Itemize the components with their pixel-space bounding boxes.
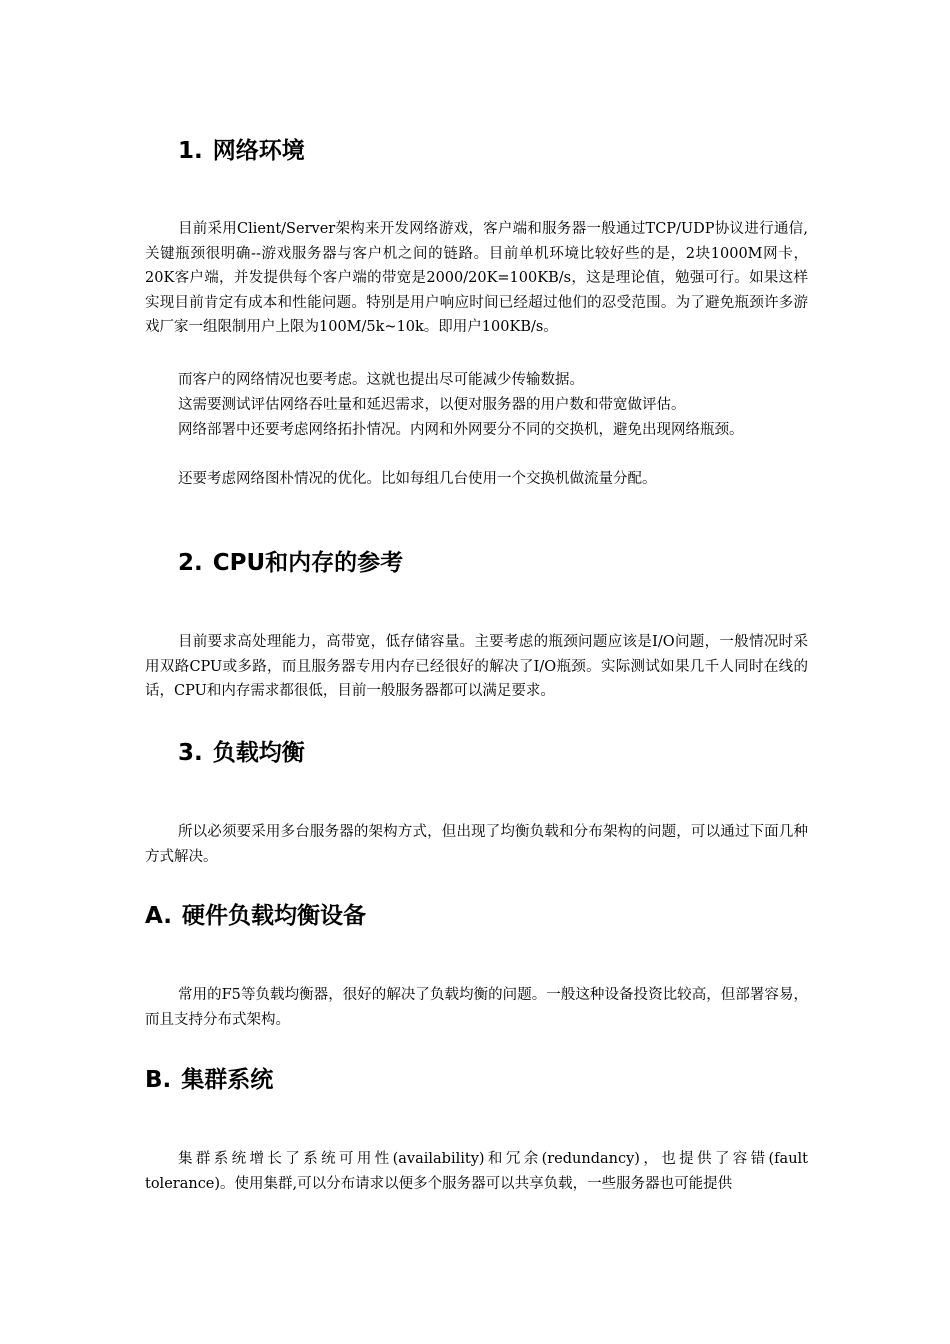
paragraph-network-optimize: 还要考虑网络图朴情况的优化。比如每组几台使用一个交换机做流量分配。 — [178, 471, 657, 487]
paragraph-hardware-balancer: 常用的F5等负载均衡器，很好的解决了负载均衡的问题。一般这种设备投资比较高，但部署容易，而且支持分布式架构。 — [145, 987, 808, 1028]
section-heading-network — [178, 136, 305, 166]
section-title: CPU和内存的参考 — [212, 550, 404, 576]
section-title: 集群系统 — [181, 1067, 274, 1093]
section-number: 1. — [178, 138, 203, 164]
section-heading-load-balance — [178, 738, 305, 768]
paragraph-network-client: 而客户的网络情况也要考虑。这就也提出尽可能减少传输数据。 — [178, 372, 584, 388]
paragraph-cpu-memory: 目前要求高处理能力，高带宽，低存储容量。主要考虑的瓶颈问题应该是I/O问题，一般情况时采用双路CPU或多路，而且服务器专用内存已经很好的解决了I/O瓶颈。实际测试如果几千人同时在线的话，CPU和内存需求都很低，目前一般服务器都可以满足要求。 — [145, 634, 808, 700]
section-title: 硬件负载均衡设备 — [181, 903, 366, 929]
section-title: 网络环境 — [212, 138, 305, 164]
section-number: A. — [145, 903, 172, 929]
section-number: B. — [145, 1067, 172, 1093]
paragraph-cluster: 集群系统增长了系统可用性(availability)和冗余(redundancy)，也提供了容错(fault tolerance)。使用集群,可以分布请求以便多个服务器可以共享负载，一些服务器也可能提供 — [145, 1151, 808, 1192]
paragraph-network-intro: 目前采用Client/Server架构来开发网络游戏，客户端和服务器一般通过TCP/UDP协议进行通信,关键瓶颈很明确--游戏服务器与客户机之间的链路。目前单机环境比较好些的是，2块1000M网卡，20K客户端，并发提供每个客户端的带宽是2000/20K=100KB/s，这是理论值，勉强可行。如果这样实现目前肯定有成本和性能问题。特别是用户响应时间已经超过他们的忍受范围。为了避免瓶颈许多游戏厂家一组限制用户上限为100M/5k~10k。即用户100KB/s。 — [145, 221, 808, 336]
section-heading-cpu-memory — [178, 548, 403, 578]
section-heading-hardware-balancer — [145, 901, 366, 931]
section-number: 3. — [178, 740, 203, 766]
paragraph-network-topology: 网络部署中还要考虑网络拓扑情况。内网和外网要分不同的交换机，避免出现网络瓶颈。 — [178, 422, 744, 438]
section-heading-cluster — [145, 1065, 273, 1095]
section-number: 2. — [178, 550, 203, 576]
section-title: 负载均衡 — [212, 740, 305, 766]
paragraph-load-balance: 所以必须要采用多台服务器的架构方式，但出现了均衡负载和分布架构的问题，可以通过下面几种方式解决。 — [145, 824, 808, 865]
paragraph-network-testing: 这需要测试评估网络吞吐量和延迟需求，以便对服务器的用户数和带宽做评估。 — [178, 397, 686, 413]
